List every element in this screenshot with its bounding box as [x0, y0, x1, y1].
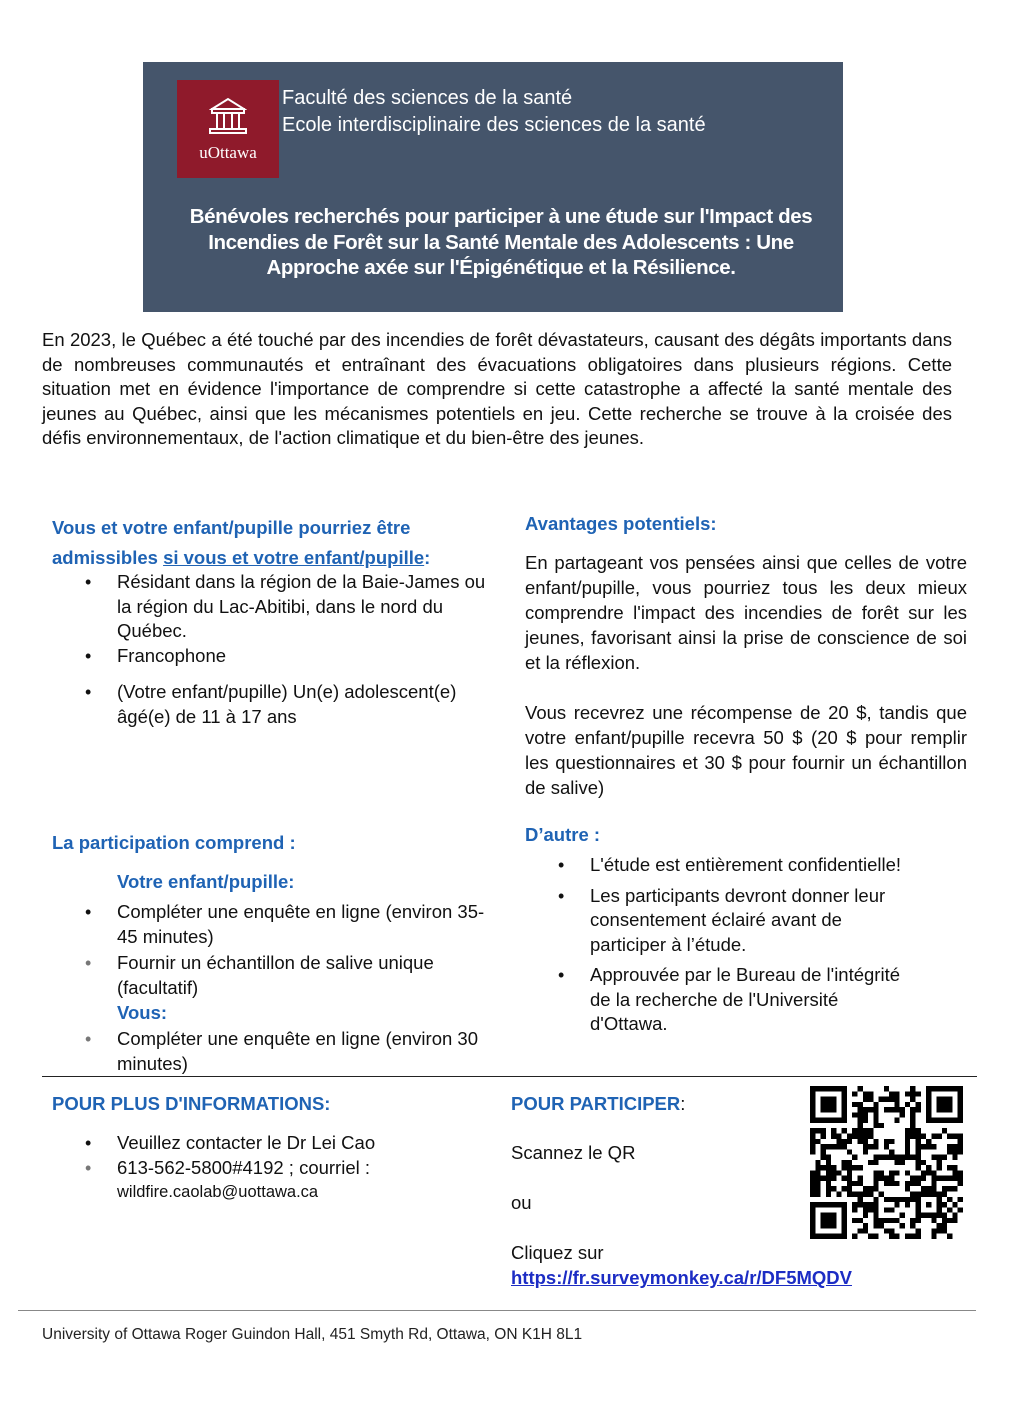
header-banner — [143, 62, 843, 312]
section-divider — [42, 1076, 977, 1077]
list-item: • Veuillez contacter le Dr Lei Cao — [52, 1131, 472, 1156]
list-item: • (Votre enfant/pupille) Un(e) adolescent(e) âgé(e) de 11 à 17 ans — [52, 680, 502, 729]
participate-heading — [511, 1093, 685, 1115]
other-list — [525, 853, 905, 1037]
contact-email[interactable]: wildfire.caolab@uottawa.ca — [117, 1183, 319, 1201]
list-item: • Approuvée par le Bureau de l'intégrité de la recherche de l'Université d'Ottawa. — [525, 963, 905, 1037]
eligibility-heading-line2 — [52, 543, 430, 573]
eligibility-heading-line1: Vous et votre enfant/pupille pourriez être — [52, 517, 411, 538]
footer-address: University of Ottawa Roger Guindon Hall, 451 Smyth Rd, Ottawa, ON K1H 8L1 — [42, 1326, 583, 1343]
reward-paragraph: Vous recevrez une récompense de 20 $, tandis que votre enfant/pupille recevra 50 $ (20 $ pour remplir les questionnaires et 30 $ pour fournir un échantillon de salive) — [525, 702, 967, 798]
you-subheading: Vous: — [117, 1002, 168, 1023]
building-icon — [209, 96, 247, 136]
participation-heading: La participation comprend : — [52, 832, 296, 853]
list-item: • Fournir un échantillon de salive unique (facultatif) — [52, 951, 502, 1000]
list-item: • Compléter une enquête en ligne (environ 30 minutes) — [52, 1027, 502, 1076]
scan-instruction: Scannez le QR — [511, 1142, 636, 1163]
study-title: Bénévoles recherchés pour participer à une étude sur l'Impact des Incendies de Forêt sur la Santé Mentale des Adolescents : Une Approche axée sur l'Épigénétique et la Résilience. — [189, 205, 813, 279]
click-instruction: Cliquez sur — [511, 1242, 604, 1263]
list-item: • Les participants devront donner leur consentement éclairé avant de participer à l’étude. — [525, 884, 905, 958]
list-item: • Résidant dans la région de la Baie-James ou la région du Lac-Abitibi, dans le nord du Québec. — [52, 570, 502, 644]
eligibility-heading-underlined: si vous et votre enfant/pupille — [163, 547, 425, 568]
intro-paragraph: En 2023, le Québec a été touché par des incendies de forêt dévastateurs, causant des dégâts importants dans de nombreuses communautés et entraînant des évacuations obligatoires dans plusieurs régions. Cette situation met en évidence l'importance de comprendre si cette catastrophe a affecté la santé mentale des jeunes au Québec, ainsi que les mécanismes potentiels en jeu. Cette recherche se trouve à la croisée des défis environnementaux, de l'action climatique et du bien-être des jeunes. — [42, 329, 952, 448]
benefits-paragraph: En partageant vos pensées ainsi que celles de votre enfant/pupille, vous pourriez tous les deux mieux comprendre l'impact des incendies de forêt sur les jeunes, favorisant ainsi la prise de conscience de soi et la réflexion. — [525, 552, 967, 673]
participate-heading-text: POUR PARTICIPER — [511, 1093, 681, 1114]
uottawa-logo — [177, 80, 279, 178]
participate-heading-colon: : — [680, 1093, 686, 1114]
contact-phone: • 613-562-5800#4192 ; courriel : — [117, 1156, 371, 1178]
child-task-list — [52, 900, 502, 1000]
other-heading: D’autre : — [525, 824, 601, 845]
survey-link[interactable]: https://fr.surveymonkey.ca/r/DF5MQDV — [511, 1267, 852, 1288]
contact-list — [52, 1131, 472, 1205]
list-item: • Francophone — [52, 644, 502, 669]
faculty-name: Faculté des sciences de la santé — [282, 87, 573, 109]
list-item — [52, 1156, 472, 1205]
eligibility-heading-prefix: admissibles — [52, 547, 164, 568]
eligibility-heading-suffix: : — [424, 547, 431, 568]
or-text: ou — [511, 1192, 532, 1213]
eligibility-heading — [52, 513, 430, 573]
school-name: Ecole interdisciplinaire des sciences de la santé — [282, 114, 706, 136]
list-item: • L'étude est entièrement confidentielle! — [525, 853, 905, 878]
footer-divider — [18, 1310, 976, 1311]
logo-text: uOttawa — [199, 143, 257, 162]
benefits-heading: Avantages potentiels: — [525, 513, 717, 534]
qr-code[interactable] — [810, 1086, 963, 1239]
info-heading: POUR PLUS D'INFORMATIONS: — [52, 1093, 331, 1114]
eligibility-list — [52, 570, 502, 729]
child-subheading: Votre enfant/pupille: — [117, 871, 295, 892]
parent-task-list — [52, 1027, 502, 1076]
list-item: • Compléter une enquête en ligne (environ 35-45 minutes) — [52, 900, 502, 949]
